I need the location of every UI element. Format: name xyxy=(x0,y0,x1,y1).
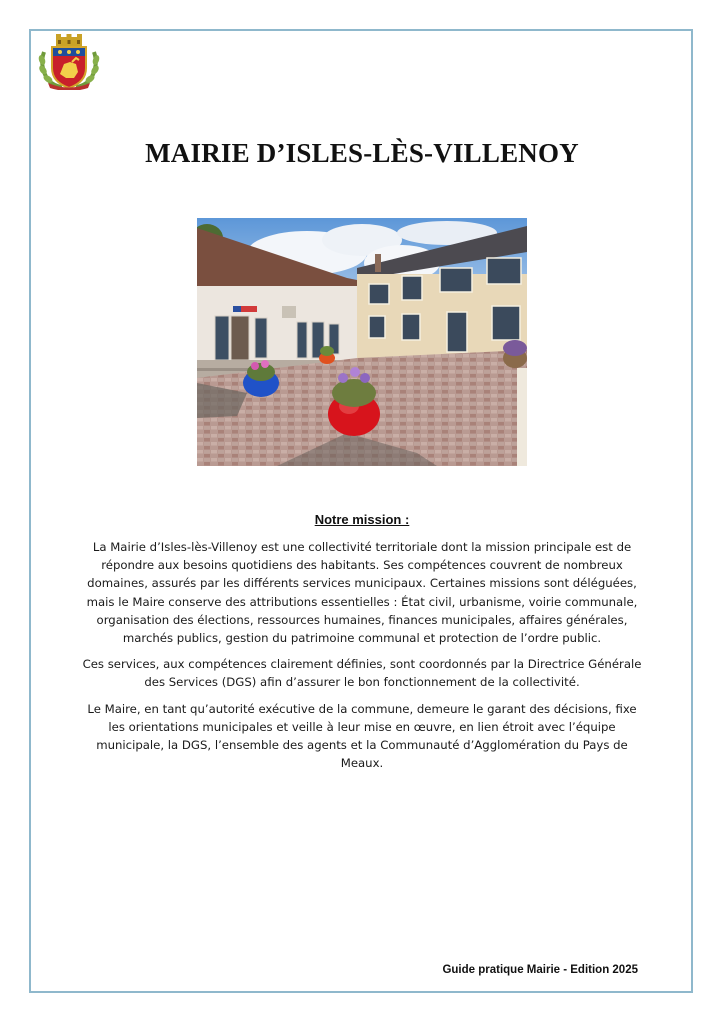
mission-heading-text: Notre mission : xyxy=(314,512,410,527)
town-coat-of-arms-icon xyxy=(36,34,102,90)
mission-paragraph-1: La Mairie d’Isles-lès-Villenoy est une collectivité territoriale dont la mission principale est de répondre aux besoins quotidiens des habitants. Ses compétences couvrent de nombreux domaines, assurés par les différents services municipaux. Certaines missions sont déléguées, mais le Maire conserve des attributions essentielles : État civil, urbanisme, voirie communale, organisation des élections, ressources humaines, finances municipales, affaires générales, marchés publics, gestion du patrimoine communal et protection de l’ordre public. xyxy=(86,540,638,646)
mission-body xyxy=(82,538,642,780)
mission-paragraph-2: Ces services, aux compétences clairement définies, sont coordonnés par la Directrice Générale des Services (DGS) afin d’assurer le bon fonctionnement de la collectivité. xyxy=(82,657,642,690)
footer-edition: Guide pratique Mairie - Edition 2025 xyxy=(442,964,638,976)
page-frame xyxy=(29,29,693,993)
town-hall-photo xyxy=(197,218,527,466)
page-title: MAIRIE D’ISLES-LÈS-VILLENOY xyxy=(145,138,579,168)
mission-heading xyxy=(40,512,684,527)
mission-paragraph-3: Le Maire, en tant qu’autorité exécutive de la commune, demeure le garant des décisions, fixe les orientations municipales et veille à leur mise en œuvre, en lien étroit avec l’équipe municipale, la DGS, l’ensemble des agents et la Communauté d’Agglomération du Pays de Meaux. xyxy=(87,701,637,771)
